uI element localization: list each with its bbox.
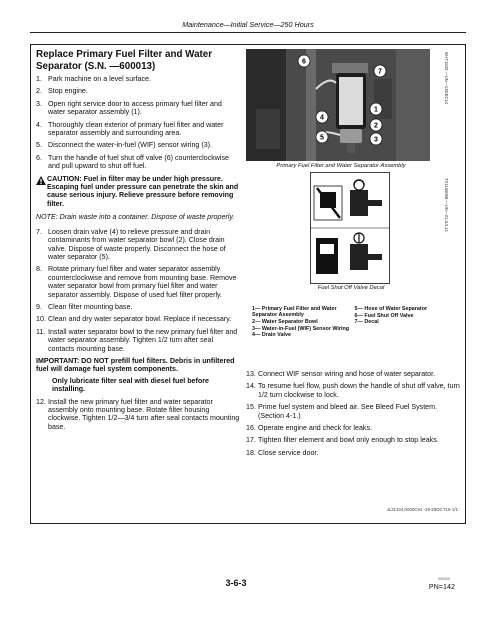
step-number: 16. bbox=[246, 424, 256, 433]
legend-item: 4— Drain Valve bbox=[252, 332, 291, 339]
step-text: Park machine on a level surface. bbox=[48, 75, 151, 83]
step-text: Turn the handle of fuel shut off valve (6) counterclockwise and pull upward to shut off fuel. bbox=[48, 153, 229, 171]
step-item bbox=[246, 424, 460, 432]
important-text: IMPORTANT: DO NOT prefill fuel filters. Debris in unfiltered fuel will damage fuel system components. bbox=[36, 356, 235, 374]
step-text: Thoroughly clean exterior of primary fuel filter and water separator assembly and surrounding area. bbox=[48, 120, 224, 138]
step-item bbox=[246, 436, 460, 444]
step-item bbox=[36, 154, 241, 171]
figure1-id: W-IT1533 —UN—13DEC14 bbox=[444, 52, 449, 105]
important-subtext: Only lubricate filter seal with diesel fuel before installing. bbox=[52, 376, 209, 394]
step-number: 14. bbox=[246, 382, 256, 391]
step-item bbox=[36, 228, 241, 262]
callout-label: 6 bbox=[302, 58, 306, 66]
step-item bbox=[36, 141, 241, 149]
step-text: Install water separator bowl to the new primary fuel filter and water separator assembly. Tighten 1/2 turn after seal contacts mounting base. bbox=[48, 327, 238, 353]
step-text: Prime fuel system and bleed air. See Bleed Fuel System. (Section 4-1.) bbox=[258, 403, 438, 420]
step-text: Connect WIF sensor wiring and hose of water separator. bbox=[258, 370, 436, 378]
step-number: 1. bbox=[36, 75, 42, 83]
legend-item: 3— Water-in-Fuel (WIF) Sensor Wiring bbox=[252, 325, 350, 332]
step-number: 6. bbox=[36, 153, 42, 162]
step-text: Tighten filter element and bowl only enough to stop leaks. bbox=[258, 436, 439, 445]
figure-legend bbox=[252, 306, 457, 339]
step-item bbox=[36, 303, 241, 311]
callout-2 bbox=[370, 119, 382, 131]
step-item bbox=[36, 315, 241, 323]
step-text: Open right service door to access primary fuel filter and water separator assembly (1). bbox=[48, 99, 222, 117]
step-text: Operate engine and check for leaks. bbox=[258, 424, 372, 433]
step-item bbox=[246, 403, 460, 420]
step-number: 3. bbox=[36, 99, 42, 108]
step-number: 13. bbox=[246, 370, 256, 378]
legend-right bbox=[355, 306, 458, 339]
step-number: 10. bbox=[36, 315, 46, 324]
callout-label: 3 bbox=[374, 136, 378, 144]
step-number: 18. bbox=[246, 448, 256, 457]
legend-item: 7— Decal bbox=[354, 319, 379, 326]
step-item bbox=[36, 328, 241, 353]
step-text: Rotate primary fuel filter and water separator assembly counterclockwise and remove from mounting base. Remove water separator bowl from primary fuel filter and water separator assembly. Dispose of used fuel filter properly. bbox=[48, 265, 237, 299]
step-number: 11. bbox=[36, 327, 46, 336]
running-header: Maintenance—Initial Service—250 Hours bbox=[30, 20, 466, 33]
steps-group-3 bbox=[36, 398, 241, 432]
callout-label: 4 bbox=[320, 114, 324, 122]
legend-left bbox=[252, 306, 355, 339]
step-text: Close service door. bbox=[258, 448, 319, 457]
callout-6 bbox=[298, 55, 310, 67]
callout-3 bbox=[370, 133, 382, 145]
step-number: 17. bbox=[246, 436, 256, 445]
figure2-caption: Fuel Shut Off Valve Decal bbox=[317, 285, 385, 291]
step-number: 2. bbox=[36, 87, 42, 96]
warning-triangle-icon bbox=[36, 175, 47, 209]
shutoff-valve-decal bbox=[310, 172, 390, 284]
steps-group-1 bbox=[36, 75, 241, 171]
step-number: 8. bbox=[36, 265, 42, 274]
left-column bbox=[36, 75, 241, 435]
caution-box bbox=[36, 175, 241, 209]
step-item bbox=[246, 382, 460, 399]
callout-label: 5 bbox=[320, 134, 324, 142]
callout-4 bbox=[316, 111, 328, 123]
reference-code: JL31334,0000C91 -19-28OCT15-1/1 bbox=[386, 507, 458, 512]
legend-item: 5— Hose of Water Separator bbox=[354, 306, 428, 312]
step-text: Install the new primary fuel filter and water separator assembly onto mounting base. Rotate filter housing clockwise. Tighten 1/2—3/4 turn after seal contacts mounting base. bbox=[48, 397, 240, 431]
step-item bbox=[36, 265, 241, 299]
step-number: 4. bbox=[36, 120, 42, 129]
step-item bbox=[246, 370, 460, 378]
filter-assembly-photo bbox=[246, 49, 430, 161]
tiny-code: 090320 bbox=[438, 577, 450, 581]
step-number: 7. bbox=[36, 227, 42, 236]
legend-item: 1— Primary Fuel Filter and Water Separator Assembly bbox=[252, 306, 337, 319]
important-box bbox=[36, 357, 241, 394]
step-number: 9. bbox=[36, 302, 42, 311]
figure2-id: TX1166058 —UN—21JUL14 bbox=[444, 178, 449, 232]
callout-label: 1 bbox=[374, 106, 378, 114]
caution-text: CAUTION: Fuel in filter may be under high pressure. Escaping fuel under pressure can penetrate the skin and cause serious injury. Relieve pressure before removing filter. bbox=[47, 174, 239, 208]
note-text: NOTE: Drain waste into a container. Dispose of waste properly. bbox=[36, 213, 235, 222]
callout-5 bbox=[316, 131, 328, 143]
step-item bbox=[36, 398, 241, 432]
right-column-steps bbox=[246, 370, 460, 461]
callout-1 bbox=[370, 103, 382, 115]
step-text: Disconnect the water-in-fuel (WIF) sensor wiring (3). bbox=[48, 141, 212, 150]
figure1-caption: Primary Fuel Filter and Water Separator Assembly bbox=[276, 163, 406, 169]
step-text: To resume fuel flow, push down the handle of shut off valve, turn 1/2 turn clockwise to lock. bbox=[258, 382, 460, 399]
callout-7 bbox=[374, 65, 386, 77]
steps-group-2 bbox=[36, 228, 241, 353]
step-item bbox=[246, 449, 460, 457]
step-item bbox=[36, 121, 241, 138]
section-title: Replace Primary Fuel Filter and Water Separator (S.N. —600013) bbox=[36, 49, 213, 72]
legend-item: 2— Water Separator Bowl bbox=[252, 318, 318, 325]
step-text: Stop engine. bbox=[48, 87, 88, 96]
step-item bbox=[36, 75, 241, 83]
pn-number: PN=142 bbox=[428, 582, 455, 591]
callout-label: 7 bbox=[378, 68, 382, 76]
step-number: 5. bbox=[36, 141, 42, 150]
page-number: 3-6-3 bbox=[225, 578, 247, 588]
step-text: Loosen drain valve (4) to relieve pressure and drain contaminants from water separator bowl (2). Close drain valve. Dispose of waste properly. Disconnect the hose of water separator (5). bbox=[48, 227, 226, 261]
step-text: Clean filter mounting base. bbox=[48, 302, 133, 311]
legend-item: 6— Fuel Shut Off Valve bbox=[354, 312, 414, 319]
step-item bbox=[36, 87, 241, 95]
step-number: 15. bbox=[246, 403, 256, 412]
step-text: Clean and dry water separator bowl. Replace if necessary. bbox=[48, 315, 232, 324]
callout-label: 2 bbox=[374, 122, 378, 130]
step-number: 12. bbox=[36, 397, 46, 406]
step-item bbox=[36, 100, 241, 117]
